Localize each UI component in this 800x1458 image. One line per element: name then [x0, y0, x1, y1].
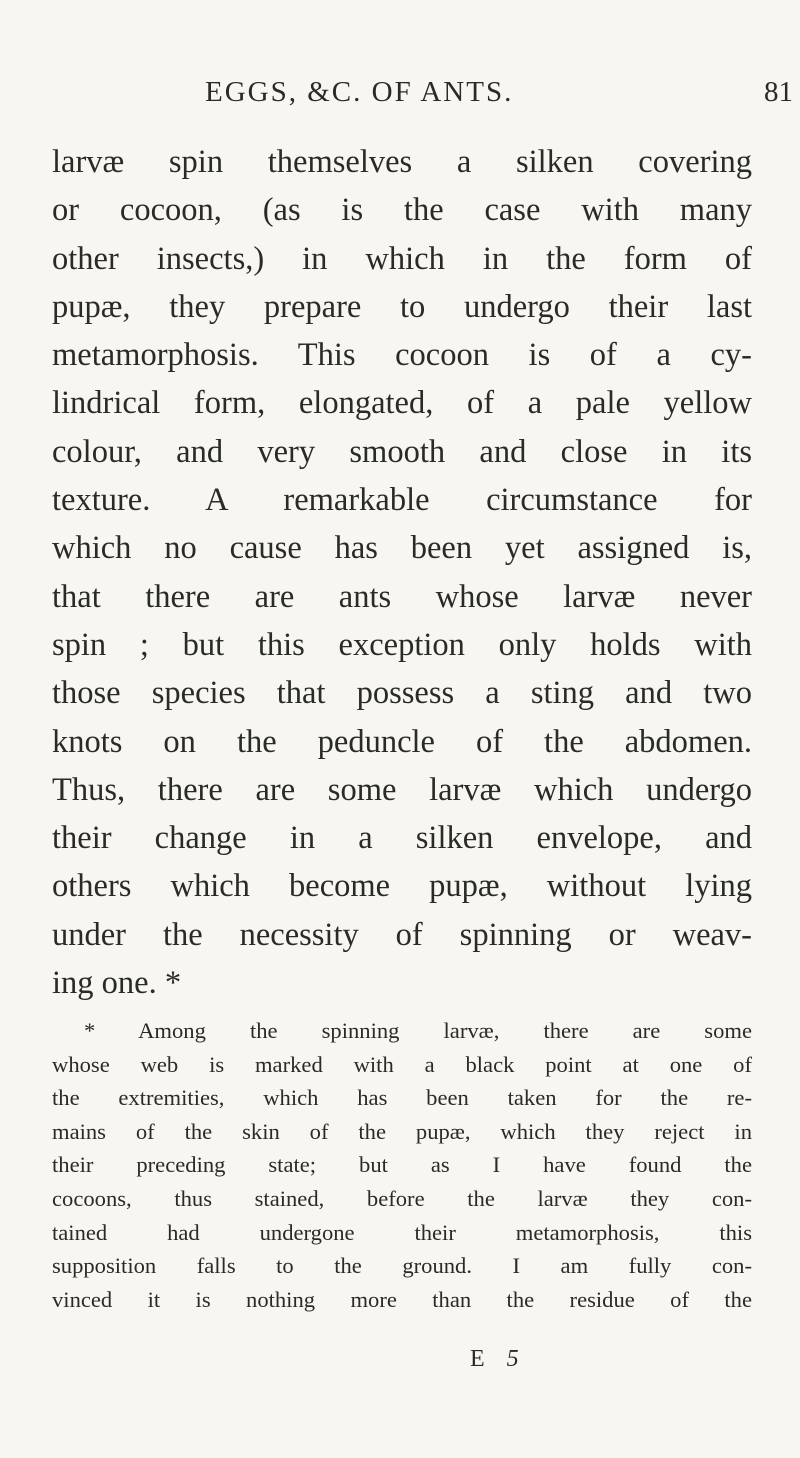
- body-line: Thus, there are some larvæ which undergo: [52, 771, 752, 808]
- body-line: that there are ants whose larvæ never: [52, 578, 752, 615]
- body-line: knots on the peduncle of the abdomen.: [52, 723, 752, 760]
- footnote-line: * Among the spinning larvæ, there are some: [84, 1018, 752, 1043]
- body-line: metamorphosis. This cocoon is of a cy-: [52, 337, 752, 374]
- footnote-line: cocoons, thus stained, before the larvæ they con-: [52, 1185, 752, 1211]
- body-line-last: ing one. *: [52, 965, 182, 1002]
- body-line: or cocoon, (as is the case with many: [52, 192, 752, 229]
- page-header: [205, 76, 793, 116]
- footnote-line: vinced it is nothing more than the residue of the: [52, 1286, 752, 1312]
- running-head: EGGS, &C. OF ANTS.: [205, 76, 514, 108]
- footnote-line: tained had undergone their metamorphosis, this: [52, 1219, 752, 1245]
- body-line: larvæ spin themselves a silken covering: [52, 144, 752, 180]
- body-line: those species that possess a sting and two: [52, 675, 752, 712]
- body-line: which no cause has been yet assigned is,: [52, 530, 752, 567]
- body-line: under the necessity of spinning or weav-: [52, 916, 752, 953]
- body-line: lindrical form, elongated, of a pale yellow: [52, 385, 752, 422]
- footnote-line: whose web is marked with a black point at one of: [52, 1051, 752, 1077]
- body-line: others which become pupæ, without lying: [52, 868, 752, 905]
- footnote-line: their preceding state; but as I have found the: [52, 1152, 752, 1178]
- signature-letter: E: [470, 1346, 507, 1372]
- body-line: their change in a silken envelope, and: [52, 820, 752, 857]
- footnote: [52, 1014, 752, 1316]
- body-line: spin ; but this exception only holds with: [52, 626, 752, 663]
- page-number: 81: [764, 76, 793, 108]
- footnote-line: supposition falls to the ground. I am fully con-: [52, 1253, 752, 1279]
- footnote-line: the extremities, which has been taken for the re-: [52, 1085, 752, 1111]
- body-line: pupæ, they prepare to undergo their last: [52, 288, 752, 325]
- body-line: texture. A remarkable circumstance for: [52, 482, 752, 519]
- footnote-line: mains of the skin of the pupæ, which they reject in: [52, 1118, 752, 1144]
- body-line: colour, and very smooth and close in its: [52, 433, 752, 470]
- body-text: [52, 138, 752, 1007]
- signature-mark: [470, 1346, 541, 1373]
- signature-number: 5: [506, 1346, 541, 1372]
- body-line: other insects,) in which in the form of: [52, 240, 752, 277]
